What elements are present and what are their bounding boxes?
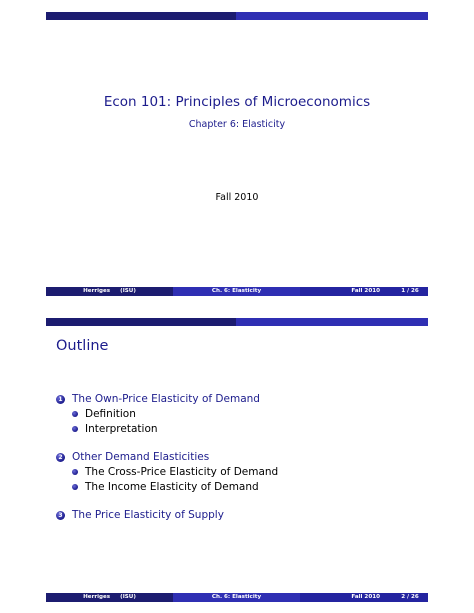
section-label: Other Demand Elasticities [72, 451, 210, 463]
outline-subitem[interactable] [56, 406, 416, 421]
presentation-subtitle: Chapter 6: Elasticity [188, 119, 286, 130]
outline-section [56, 392, 416, 436]
outline-subitem[interactable] [56, 479, 416, 494]
footer-chapter: Ch. 6: Elasticity [173, 593, 300, 602]
subitem-label: Definition [85, 407, 136, 420]
outline-subitem[interactable] [56, 421, 416, 436]
footer-institution: (ISU) [120, 594, 136, 600]
footer-author-name: Herriges [83, 288, 111, 294]
footer-author-name: Herriges [83, 594, 111, 600]
section-number-icon: 1 [56, 395, 65, 404]
outline-section [56, 450, 416, 494]
header-bar [46, 318, 428, 326]
footer-bar [46, 593, 428, 602]
frame-title: Outline [56, 338, 109, 354]
section-label: The Own-Price Elasticity of Demand [72, 393, 260, 405]
footer-institution: (ISU) [120, 288, 136, 294]
title-slide [46, 12, 428, 296]
bullet-icon [72, 469, 78, 475]
header-bar [46, 12, 428, 20]
section-label: The Price Elasticity of Supply [72, 509, 224, 521]
outline-section-heading[interactable] [56, 508, 416, 522]
footer-date: Fall 2010 [351, 288, 380, 294]
bullet-icon [72, 426, 78, 432]
footer-author [46, 287, 173, 296]
subitem-label: The Cross-Price Elasticity of Demand [85, 465, 279, 478]
footer-bar [46, 287, 428, 296]
footer-right [300, 593, 428, 602]
section-number-icon: 3 [56, 511, 65, 520]
bullet-icon [72, 411, 78, 417]
footer-chapter: Ch. 6: Elasticity [173, 287, 300, 296]
outline-section [56, 508, 416, 522]
outline-section-heading[interactable] [56, 392, 416, 406]
title-block [46, 94, 428, 130]
outline-slide [46, 318, 428, 602]
footer-right [300, 287, 428, 296]
outline-section-heading[interactable] [56, 450, 416, 464]
footer-page-number: 2 / 26 [401, 594, 419, 600]
footer-date: Fall 2010 [351, 594, 380, 600]
presentation-title: Econ 101: Principles of Microeconomics [103, 94, 371, 110]
outline-subitem[interactable] [56, 464, 416, 479]
footer-author [46, 593, 173, 602]
bullet-icon [72, 484, 78, 490]
subitem-label: Interpretation [85, 422, 158, 435]
presentation-date: Fall 2010 [215, 192, 259, 203]
section-number-icon: 2 [56, 453, 65, 462]
subitem-label: The Income Elasticity of Demand [85, 480, 259, 493]
outline-list [56, 392, 416, 536]
footer-page-number: 1 / 26 [401, 288, 419, 294]
